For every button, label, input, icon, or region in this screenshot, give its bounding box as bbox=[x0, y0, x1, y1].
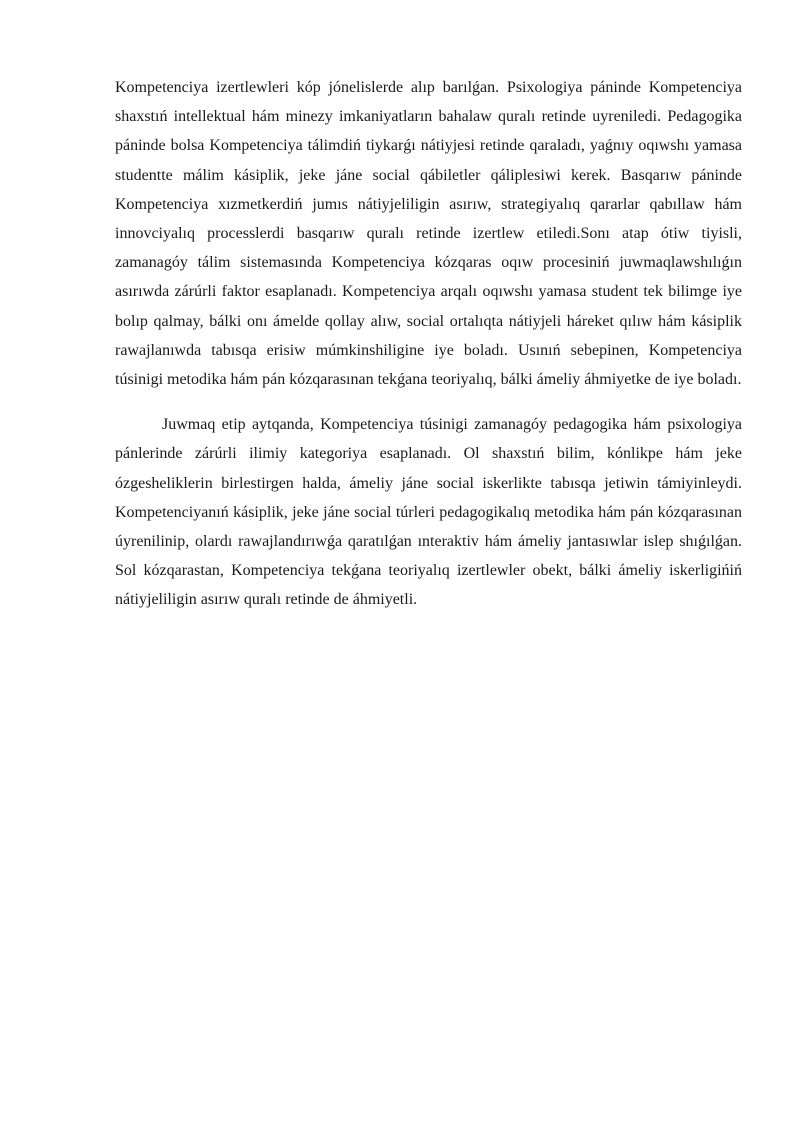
paragraph: Juwmaq etip aytqanda, Kompetenciya túsinigi zamanagóy pedagogika hám psixologiya pánlerinde zárúrli ilimiy kategoriya esaplanadı. Ol shaxstıń bilim, kónlikpe hám jeke ózgesheliklerin birlestirgen halda, ámeliy jáne social iskerlikte tabısqa jetiwin támiyinleydi. Kompetenciyanıń kásiplik, jeke jáne social túrleri pedagogikalıq metodika hám pán kózqarasınan úyrenilinip, olardı rawajlandırıwǵa qaratılǵan ınteraktiv hám ámeliy jantasıwlar islep shıǵılǵan. Sol kózqarastan, Kompetenciya tekǵana teoriyalıq izertlewler obekt, bálki ámeliy iskerligińiń nátiyjeliligin asırıw quralı retinde de áhmiyetli. bbox=[115, 416, 742, 609]
paragraph: Kompetenciya izertlewleri kóp jónelislerde alıp barılǵan. Psixologiya páninde Kompetenciya shaxstıń intellektual hám minezy imkaniyatların bahalaw quralı retinde uyreniledi. Pedagogika páninde bolsa Kompetenciya tálimdiń tiykarǵı nátiyjesi retinde qaraladı, yaǵnıy oqıwshı yamasa studentte málim kásiplik, jeke jáne social qábiletler qáliplesiwi kerek. Basqarıw páninde Kompetenciya xızmetkerdiń jumıs nátiyjeliligin asırıw, strategiyalıq qararlar qabıllaw hám innovciyalıq processlerdi basqarıw quralı retinde izertlew etiledi.Sonı atap ótiw tiyisli, zamanagóy tálim sistemasında Kompetenciya kózqaras oqıw procesiniń juwmaqlawshılıǵın asırıwda zárúrli faktor esaplanadı. Kompetenciya arqalı oqıwshı yamasa student tek bilimge iye bolıp qalmay, bálki onı ámelde qollay alıw, social ortalıqta nátiyjeli háreket qılıw hám kásiplik rawajlanıwda tabısqa erisiw múmkinshiligine iye boladı. Usınıń sebepinen, Kompetenciya túsinigi metodika hám pán kózqarasınan tekǵana teoriyalıq, bálki ámeliy áhmiyetke de iye boladı. bbox=[115, 79, 742, 389]
document-body bbox=[115, 73, 742, 615]
